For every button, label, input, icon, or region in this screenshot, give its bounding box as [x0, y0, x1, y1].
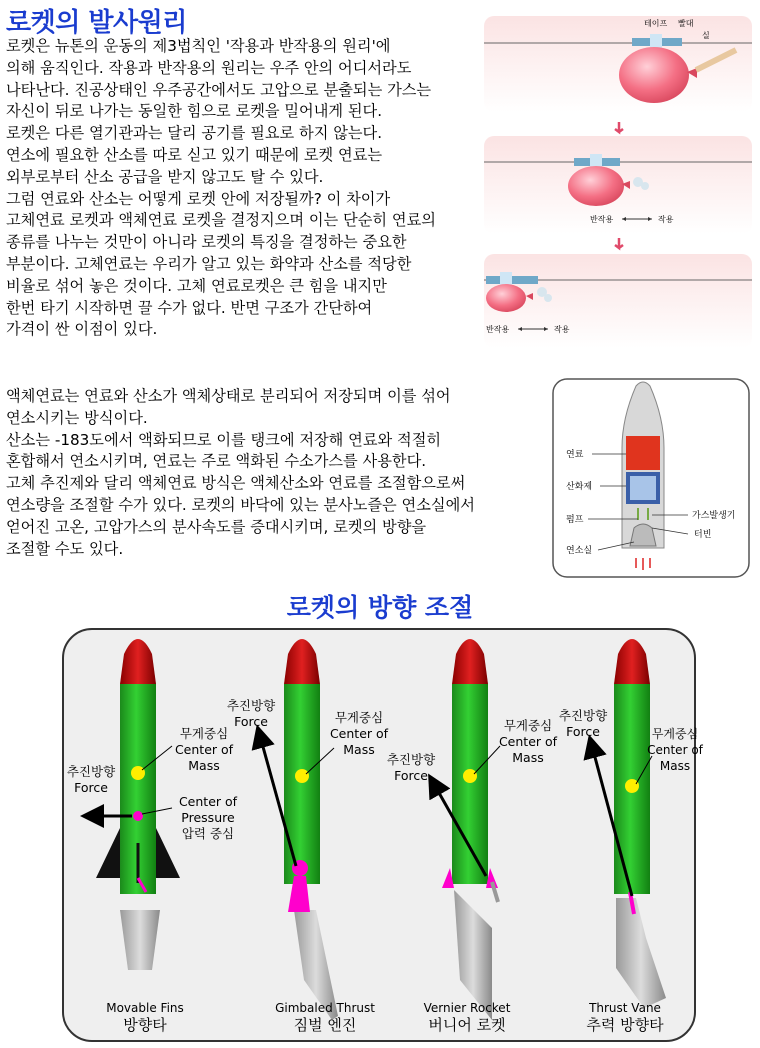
caption-en: Movable Fins	[106, 1001, 184, 1015]
center-of-mass-marker	[625, 779, 639, 793]
cm-label-en: Center of	[329, 726, 389, 741]
text-line: 가격이 싼 이점이 있다.	[6, 320, 158, 339]
text-line: 나타난다. 진공상태인 우주공간에서도 고압으로 분출되는 가스는	[6, 80, 432, 99]
turbine-label: 터빈	[694, 530, 712, 540]
text-line: 액체연료는 연료와 산소가 액체상태로 분리되어 저장되며 이를 섞어	[6, 387, 451, 405]
cm-label-en: Center of	[174, 742, 234, 757]
cp-label-en: Pressure	[181, 810, 235, 825]
pump-label: 펌프	[566, 515, 584, 525]
down-arrow-icon	[615, 238, 623, 248]
text-line: 고체 추진제와 달리 액체연료 방식은 액체산소와 연료를 조절함으로써	[6, 474, 466, 493]
text-line: 연소시키는 방식이다.	[6, 408, 148, 427]
force-label	[376, 752, 446, 784]
gas-generator-label: 가스발생기	[692, 511, 736, 521]
chamber-label: 연소실	[566, 546, 593, 556]
cm-label-ko: 무게중심	[503, 718, 553, 733]
oxidizer-label: 산화제	[566, 482, 593, 492]
caption-movable-fins	[70, 1000, 220, 1034]
force-label-en: Force	[234, 714, 268, 729]
force-label-en: Force	[566, 724, 600, 739]
caption-thrust-vane	[550, 1000, 700, 1034]
caption-en: Thrust Vane	[589, 1001, 661, 1015]
text-line: 자신이 뒤로 나가는 동일한 힘으로 로켓을 밀어내게 된다.	[6, 102, 383, 121]
caption-ko: 방향타	[123, 1016, 167, 1034]
string-label: 실	[702, 31, 710, 40]
force-label-ko: 추진방향	[226, 698, 276, 713]
caption-en: Vernier Rocket	[423, 1001, 511, 1015]
cm-label-ko: 무게중심	[651, 727, 699, 741]
balloon	[486, 284, 526, 312]
center-of-mass-marker	[295, 769, 309, 783]
center-of-pressure-label	[168, 794, 248, 842]
text-line: 로켓은 다른 열기관과는 달리 공기를 필요로 하지 않는다.	[6, 124, 383, 143]
center-of-mass-label	[636, 726, 714, 774]
cm-label-en: Center of	[647, 743, 703, 757]
text-line: 고체연료 로켓과 액체연료 로켓을 결정지으며 이는 단순히 연료의	[6, 211, 436, 230]
balloon	[619, 47, 689, 103]
caption-ko: 짐벌 엔진	[293, 1016, 357, 1034]
text-line: 산소는 -183도에서 액화되므로 이를 탱크에 저장해 연료와 적절히	[6, 430, 442, 449]
cm-label-en: Center of	[498, 734, 558, 749]
caption-en: Gimbaled Thrust	[275, 1001, 375, 1015]
rocket-thrust-vane	[592, 639, 666, 1008]
text-line: 한번 타기 시작하면 끌 수가 없다. 반면 구조가 간단하여	[6, 298, 373, 317]
action-label: 작용	[658, 215, 674, 224]
cm-label-en: Mass	[188, 758, 220, 773]
force-label-ko: 추진방향	[558, 708, 608, 723]
force-label	[216, 698, 286, 730]
cp-label-ko: 압력 중심	[181, 826, 235, 841]
rocket-movable-fins	[92, 639, 180, 970]
center-of-mass-label	[319, 710, 399, 758]
text-line: 얻어진 고온, 고압가스의 분사속도를 증대시키며, 로켓의 방향을	[6, 517, 427, 536]
reaction-label: 반작용	[486, 325, 510, 334]
steering-illustration	[62, 628, 696, 1042]
center-of-mass-marker	[131, 766, 145, 780]
caption-ko: 추력 방향타	[586, 1016, 664, 1034]
center-of-mass-marker	[463, 769, 477, 783]
text-line: 부분이다. 고체연료는 우리가 알고 있는 화약과 산소를 적당한	[6, 254, 412, 273]
text-line: 비율로 섞어 놓은 것이다. 고체 연료로켓은 큰 힘을 내지만	[6, 276, 387, 295]
caption-vernier-rocket	[392, 1000, 542, 1034]
center-of-pressure-marker	[133, 811, 143, 821]
liquid-fuel-paragraph	[6, 386, 475, 560]
force-label-ko: 추진방향	[386, 752, 436, 767]
cm-label-en: Mass	[659, 759, 691, 773]
rocket-vernier	[434, 639, 500, 1020]
down-arrow-icon	[615, 122, 623, 132]
text-line: 연소량을 조절할 수가 있다. 로켓의 바닥에 있는 분사노즐은 연소실에서	[6, 495, 475, 514]
text-line: 로켓은 뉴톤의 운동의 제3법칙인 '작용과 반작용의 원리'에	[6, 37, 391, 55]
cm-label-en: Mass	[343, 742, 375, 757]
force-label-en: Force	[394, 768, 428, 783]
tape-label: 테이프	[644, 19, 668, 28]
balloon-diagram	[482, 10, 754, 350]
cp-label-en: Center of	[178, 794, 238, 809]
fuel-tank	[626, 436, 660, 470]
cm-label-en: Mass	[512, 750, 544, 765]
caption-gimbaled-thrust	[250, 1000, 400, 1034]
force-label-en: Force	[74, 780, 108, 795]
force-label	[548, 708, 618, 740]
intro-paragraph	[6, 36, 436, 341]
cm-label-ko: 무게중심	[334, 710, 384, 725]
liquid-engine-diagram	[552, 378, 750, 578]
text-line: 종류를 나누는 것만이 아니라 로켓의 특징을 결정하는 중요한	[6, 233, 407, 252]
text-line: 연소에 필요한 산소를 따로 싣고 있기 때문에 로켓 연료는	[6, 145, 383, 164]
cm-label-ko: 무게중심	[179, 726, 229, 741]
steering-panel	[62, 628, 703, 1042]
text-line: 외부로부터 산소 공급을 받지 않고도 탈 수 있다.	[6, 167, 324, 186]
center-of-mass-label	[164, 726, 244, 774]
rocket-gimbaled-thrust	[260, 639, 338, 1020]
straw-label: 빨대	[678, 19, 694, 28]
text-line: 조절할 수도 있다.	[6, 539, 124, 558]
action-label: 작용	[554, 325, 570, 334]
page-title: 로켓의 발사원리	[6, 8, 187, 38]
text-line: 혼합해서 연소시키며, 연료는 주로 액화된 수소가스를 사용한다.	[6, 452, 427, 471]
caption-ko: 버니어 로켓	[428, 1016, 506, 1034]
section-title: 로켓의 방향 조절	[286, 593, 474, 622]
force-label-ko: 추진방향	[66, 764, 116, 779]
text-line: 의해 움직인다. 작용과 반작용의 원리는 우주 안의 어디서라도	[6, 58, 412, 77]
force-label	[56, 764, 126, 796]
balloon	[568, 166, 624, 206]
reaction-label: 반작용	[590, 215, 614, 224]
fuel-label: 연료	[566, 450, 584, 460]
text-line: 그럼 연료와 산소는 어떻게 로켓 안에 저장될까? 이 차이가	[6, 189, 391, 208]
